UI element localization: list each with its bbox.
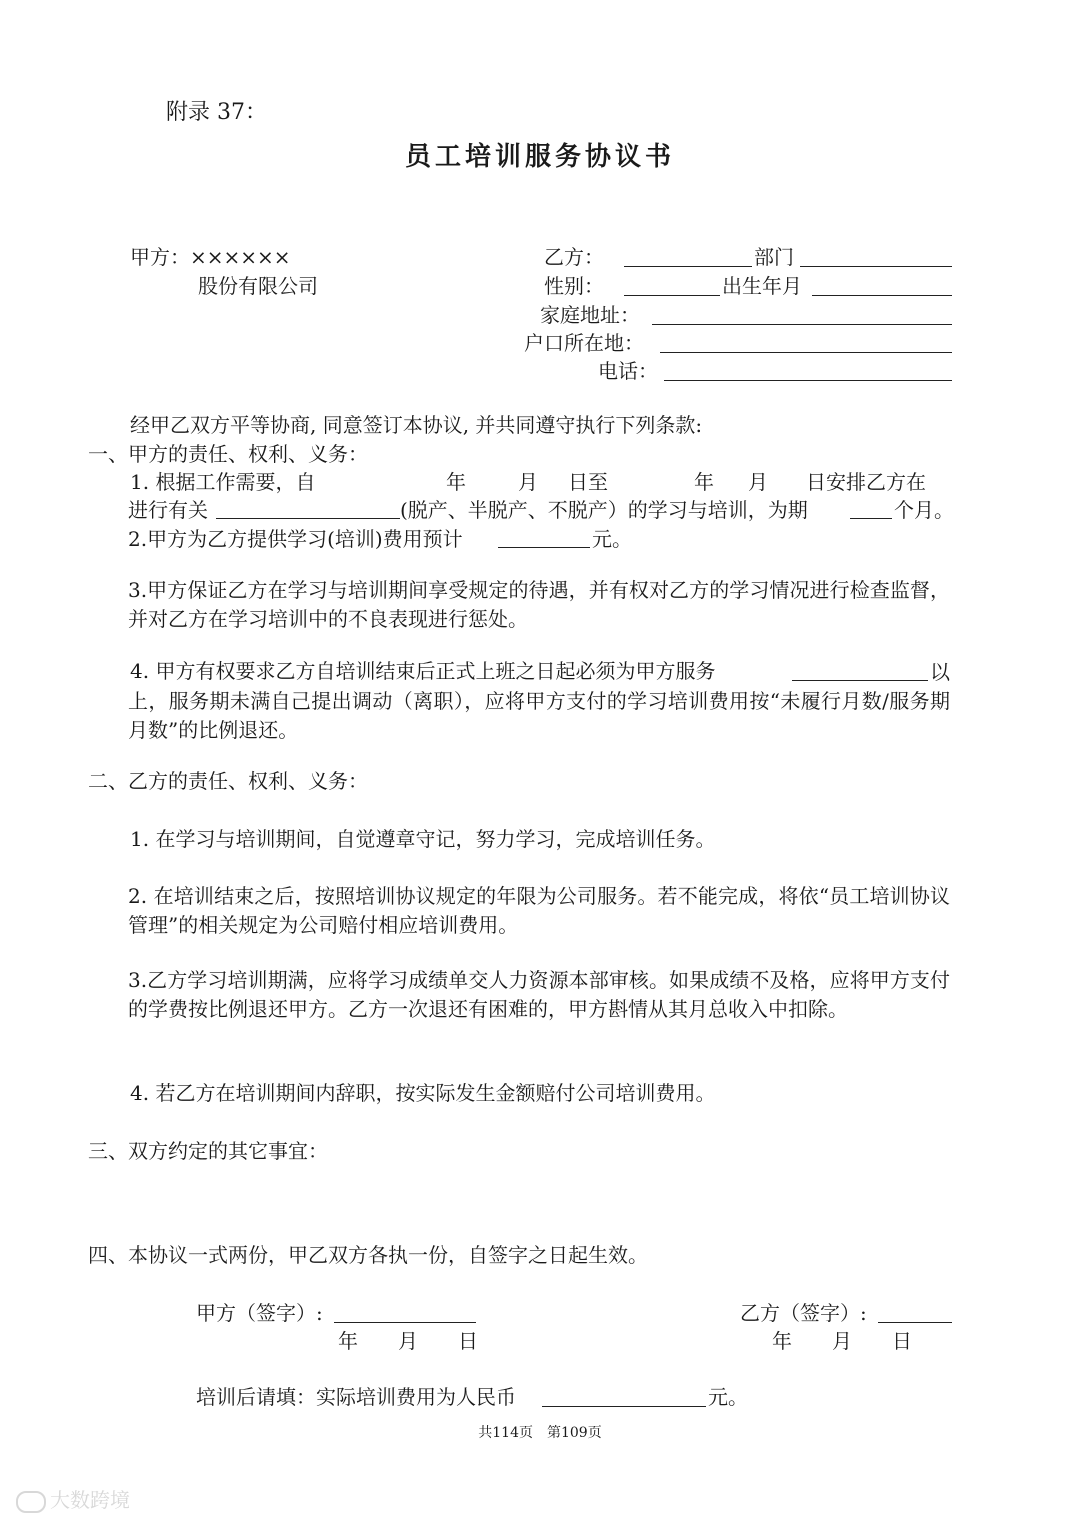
watermark-logo-icon: [16, 1491, 46, 1513]
appendix-label: 附录 37：: [166, 100, 267, 125]
watermark-text: 大数跨境: [50, 1488, 130, 1512]
hukou-label: 户口所在地：: [524, 331, 644, 355]
s2-item4: 4. 若乙方在培训期间内辞职，按实际发生金额赔付公司培训费用。: [130, 1081, 716, 1105]
s2-item2: 2. 在培训结束之后，按照培训协议规定的年限为公司服务。若不能完成，将依“员工培训协议管理”的相关规定为公司赔付相应培训费用。: [128, 884, 950, 937]
hukou-field[interactable]: [660, 352, 952, 353]
party-a-label: 甲方：××××××: [130, 245, 291, 269]
s1-item1-line2-mid: (脱产、半脱产、不脱产）的学习与培训，为期: [400, 498, 808, 522]
section2-heading: 二、乙方的责任、权利、义务：: [88, 769, 368, 793]
post-training-unit: 元。: [708, 1385, 748, 1409]
party-a-signature-label: 甲方（签字）:: [196, 1301, 323, 1325]
party-a-signature-field[interactable]: [334, 1322, 476, 1323]
s2-item3: 3.乙方学习培训期满，应将学习成绩单交人力资源本部审核。如果成绩不及格，应将甲方支付的学费按比例退还甲方。乙方一次退还有困难的，甲方斟情从其月总收入中扣除。: [128, 968, 950, 1021]
party-a-date: 年 月 日: [338, 1329, 478, 1353]
birth-field[interactable]: [812, 295, 952, 296]
s1-item2-text: 2.甲方为乙方提供学习(培训)费用预计: [128, 527, 463, 551]
training-content-field[interactable]: [216, 518, 400, 519]
s1-item1-start: 1. 根据工作需要，自: [130, 470, 316, 494]
training-months-field[interactable]: [850, 518, 892, 519]
s1-item1-month2: 月: [748, 470, 768, 494]
post-training-label: 培训后请填：实际培训费用为人民币: [196, 1385, 516, 1409]
department-field[interactable]: [800, 266, 952, 267]
page-title: 员工培训服务协议书: [404, 142, 675, 172]
s1-item4-rest: 以上，服务期未满自己提出调动（离职），应将甲方支付的学习培训费用按“未履行月数/服务期月数”的比例退还。: [128, 660, 950, 742]
address-label: 家庭地址：: [540, 303, 640, 327]
actual-fee-field[interactable]: [542, 1406, 706, 1407]
s1-item1-year1: 年: [446, 470, 466, 494]
fee-estimate-field[interactable]: [498, 547, 590, 548]
s1-item1-year2: 年: [694, 470, 714, 494]
section4-text: 四、本协议一式两份，甲乙双方各执一份，自签字之日起生效。: [88, 1243, 648, 1267]
gender-field[interactable]: [624, 295, 720, 296]
address-field[interactable]: [652, 324, 952, 325]
party-b-label: 乙方：: [544, 245, 604, 269]
s1-item1-line2-end: 个月。: [894, 498, 954, 522]
party-b-signature-field[interactable]: [878, 1322, 952, 1323]
watermark: [16, 1484, 130, 1513]
page-number: 共114页 第109页: [478, 1425, 602, 1441]
department-label: 部门: [754, 245, 794, 269]
s1-item3: 3.甲方保证乙方在学习与培训期间享受规定的待遇，并有权对乙方的学习情况进行检查监督，并对乙方在学习培训中的不良表现进行惩处。: [128, 578, 950, 631]
s1-item2-unit: 元。: [592, 527, 632, 551]
party-a-company: 股份有限公司: [198, 274, 318, 298]
party-b-signature-label: 乙方（签字）:: [740, 1301, 867, 1325]
phone-label: 电话：: [598, 359, 658, 383]
s1-item4-start: 4. 甲方有权要求乙方自培训结束后正式上班之日起必须为甲方服务: [130, 659, 716, 683]
s1-item1-month1: 月: [518, 470, 538, 494]
section3-heading: 三、双方约定的其它事宜：: [88, 1139, 328, 1163]
party-b-date: 年 月 日: [772, 1329, 912, 1353]
s1-item1-line2-start: 进行有关: [128, 498, 208, 522]
section1-heading: 一、甲方的责任、权利、义务：: [88, 442, 368, 466]
gender-label: 性别：: [544, 274, 604, 298]
s1-item1-arrange: 日安排乙方在: [806, 470, 926, 494]
s1-item1-dayto: 日至: [568, 470, 608, 494]
phone-field[interactable]: [664, 380, 952, 381]
birth-label: 出生年月: [722, 274, 802, 298]
intro-text: 经甲乙双方平等协商, 同意签订本协议, 并共同遵守执行下列条款:: [130, 413, 703, 437]
s2-item1: 1. 在学习与培训期间，自觉遵章守记，努力学习，完成培训任务。: [130, 827, 716, 851]
party-b-name-field[interactable]: [624, 266, 752, 267]
